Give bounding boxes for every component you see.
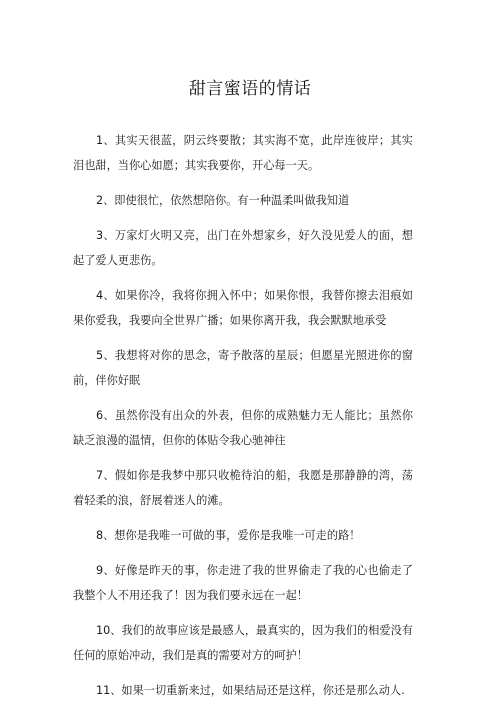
- list-item: 9、好像是昨天的事，你走进了我的世界偷走了我的心也偷走了我整个人不用还我了！因为我们要永远在一起！: [73, 564, 413, 602]
- list-item: 1、其实天很蓝，阴云终要散；其实海不宽，此岸连彼岸；其实泪也甜，当你心如愿；其实我要你，开心每一天。: [73, 134, 413, 172]
- list-item: 10、我们的故事应该是最感人，最真实的，因为我们的相爱没有任何的原始冲动，我们是真的需要对方的呵护！: [73, 624, 413, 662]
- list-item: 11、如果一切重新来过，如果结局还是这样，你还是那么动人.: [96, 684, 405, 697]
- list-item: 8、想你是我唯一可做的事，爱你是我唯一可走的路！: [96, 529, 361, 542]
- love-quotes-list: [73, 128, 413, 713]
- page-title: 甜言蜜语的情话: [188, 79, 312, 99]
- list-item: 6、虽然你没有出众的外表，但你的成熟魅力无人能比；虽然你缺乏浪漫的温情，但你的体贴令我心驰神往: [73, 409, 413, 447]
- list-item: 2、即使很忙，依然想陪你。有一种温柔叫做我知道: [96, 194, 350, 207]
- list-item: 3、万家灯火明又亮，出门在外想家乡，好久没见爱人的面，想起了爱人更悲伤。: [73, 229, 413, 267]
- list-item: 4、如果你冷，我将你拥入怀中；如果你恨，我替你擦去泪痕如果你爱我，我要向全世界广播；如果你离开我，我会默默地承受: [73, 289, 413, 327]
- list-item: 7、假如你是我梦中那只收桅待泊的船，我愿是那静静的湾，荡着轻柔的浪，舒展着迷人的滩。: [73, 469, 413, 507]
- list-item: 5、我想将对你的思念，寄予散落的星辰；但愿星光照进你的窗前，伴你好眠: [73, 349, 413, 387]
